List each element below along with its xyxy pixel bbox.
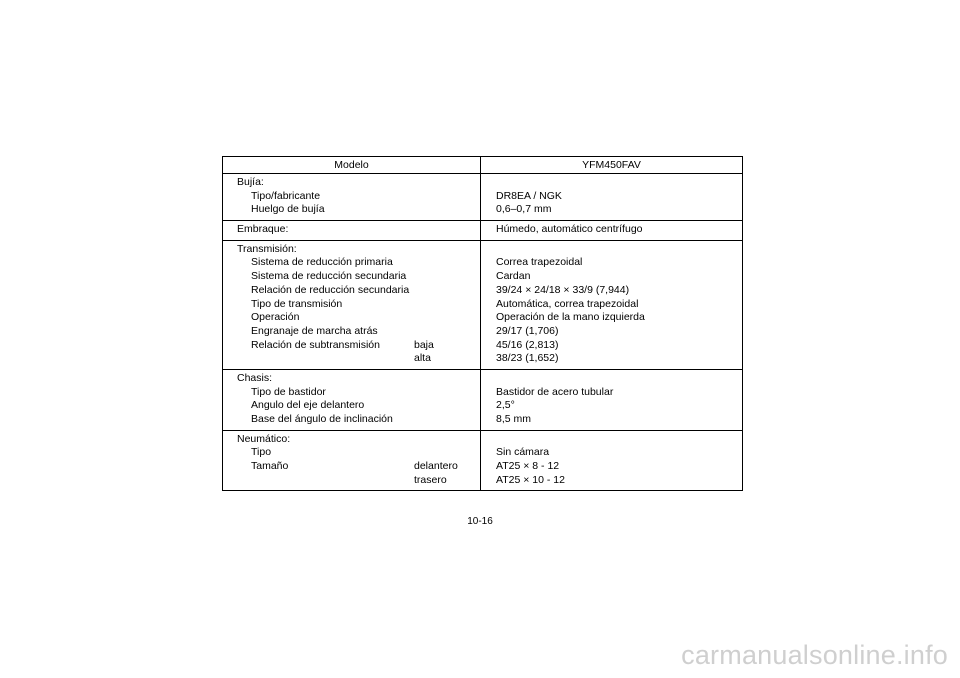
row-label: Operación bbox=[251, 311, 300, 324]
table-row bbox=[223, 352, 742, 366]
header-model-value: YFM450FAV bbox=[582, 159, 641, 171]
row-value: AT25 × 8 - 12 bbox=[496, 460, 560, 473]
row-label: Tipo de transmisión bbox=[251, 297, 343, 310]
row-label: Base del ángulo de inclinación bbox=[251, 413, 393, 425]
row-label: Tamaño bbox=[251, 460, 289, 473]
row-value: 45/16 (2,813) bbox=[496, 338, 559, 351]
row-sublabel: baja bbox=[414, 338, 434, 351]
row-label: Relación de reducción secundaria bbox=[251, 283, 410, 296]
table-row bbox=[223, 284, 742, 298]
section-title-row bbox=[223, 433, 742, 447]
spec-table bbox=[222, 156, 743, 491]
header-model-label: Modelo bbox=[223, 157, 481, 173]
table-row bbox=[223, 339, 742, 353]
table-row bbox=[223, 325, 742, 339]
row-value: 39/24 × 24/18 × 33/9 (7,944) bbox=[496, 283, 630, 296]
row-value: Cardan bbox=[496, 270, 531, 283]
row-label: Tipo de bastidor bbox=[251, 385, 326, 398]
section-title: Neumático: bbox=[237, 432, 291, 445]
row-label: Sistema de reducción secundaria bbox=[251, 270, 407, 283]
section-chassis bbox=[223, 370, 742, 431]
table-row bbox=[223, 270, 742, 284]
section-title-row bbox=[223, 223, 742, 237]
table-row bbox=[223, 190, 742, 204]
table-row bbox=[223, 256, 742, 270]
section-tires bbox=[223, 431, 742, 491]
section-title-row bbox=[223, 176, 742, 190]
table-row bbox=[223, 460, 742, 474]
row-value: 0,6–0,7 mm bbox=[496, 203, 552, 216]
row-sublabel: trasero bbox=[414, 473, 447, 486]
row-sublabel: alta bbox=[414, 352, 431, 365]
section-clutch bbox=[223, 221, 742, 241]
row-value: Bastidor de acero tubular bbox=[496, 385, 614, 398]
watermark-text: carmanualsonline.info bbox=[681, 640, 948, 670]
table-row bbox=[223, 399, 742, 413]
section-transmission bbox=[223, 241, 742, 370]
table-row bbox=[223, 298, 742, 312]
table-row bbox=[223, 446, 742, 460]
row-value: 2,5° bbox=[496, 399, 515, 412]
section-title: Bujía: bbox=[237, 176, 264, 188]
section-title-row bbox=[223, 372, 742, 386]
table-row bbox=[223, 311, 742, 325]
section-title: Transmisión: bbox=[237, 242, 297, 255]
section-spark-plug bbox=[223, 174, 742, 221]
row-label: Tipo/fabricante bbox=[251, 189, 321, 202]
row-label: Huelgo de bujía bbox=[251, 203, 325, 216]
table-row bbox=[223, 474, 742, 488]
row-value: AT25 × 10 - 12 bbox=[496, 473, 565, 486]
table-row bbox=[223, 386, 742, 400]
row-value: Automática, correa trapezoidal bbox=[496, 297, 639, 310]
row-value: 38/23 (1,652) bbox=[496, 352, 559, 365]
row-label: Relación de subtransmisión bbox=[251, 338, 380, 351]
row-value: Operación de la mano izquierda bbox=[496, 311, 645, 324]
row-value: 29/17 (1,706) bbox=[496, 324, 559, 337]
row-label: Engranaje de marcha atrás bbox=[251, 324, 378, 337]
row-label: Tipo bbox=[251, 446, 272, 459]
row-sublabel: delantero bbox=[414, 460, 458, 473]
row-label: Angulo del eje delantero bbox=[251, 399, 365, 412]
row-value: Sin cámara bbox=[496, 446, 550, 459]
row-value: Húmedo, automático centrífugo bbox=[496, 223, 643, 236]
row-value: 8,5 mm bbox=[496, 413, 532, 425]
table-row bbox=[223, 413, 742, 427]
row-value: DR8EA / NGK bbox=[496, 189, 562, 202]
table-row bbox=[223, 203, 742, 217]
page-number: 10-16 bbox=[467, 516, 493, 527]
table-header bbox=[223, 157, 742, 174]
section-title-row bbox=[223, 243, 742, 257]
row-label: Sistema de reducción primaria bbox=[251, 256, 393, 269]
section-title: Embraque: bbox=[237, 223, 289, 236]
row-value: Correa trapezoidal bbox=[496, 256, 583, 269]
section-title: Chasis: bbox=[237, 371, 273, 384]
